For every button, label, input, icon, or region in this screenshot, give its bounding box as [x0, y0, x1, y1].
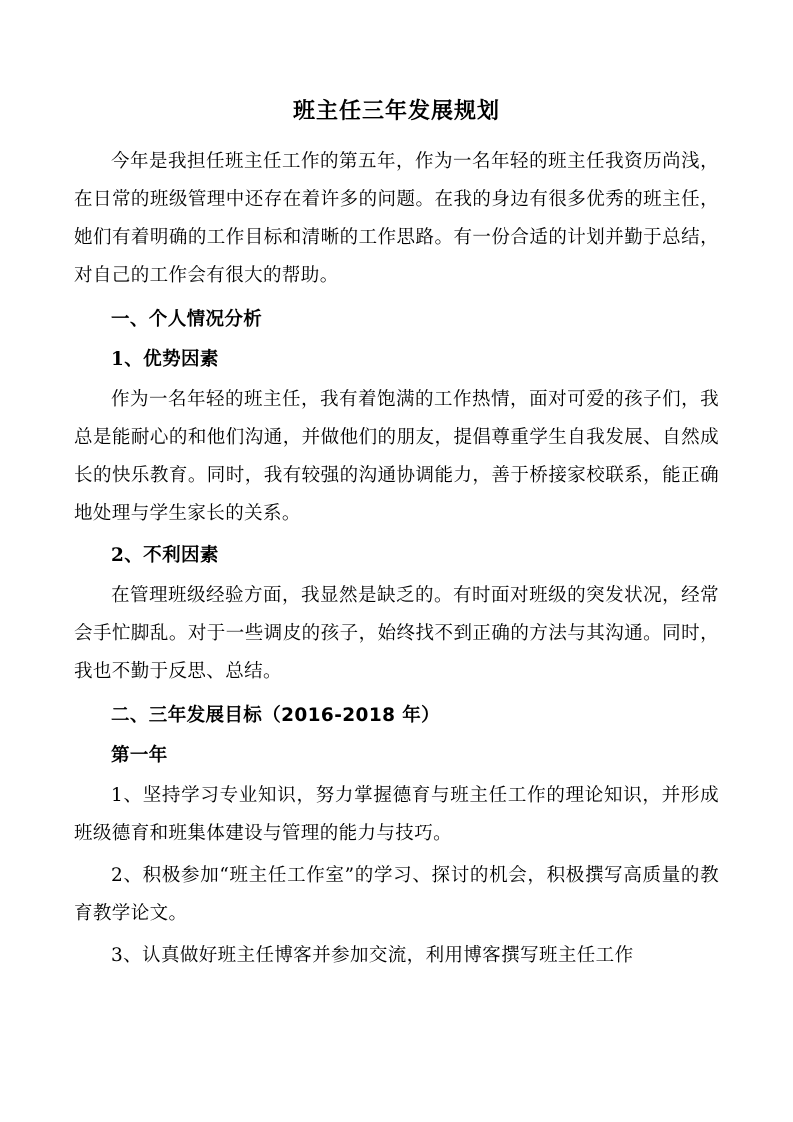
paragraph-strengths: 作为一名年轻的班主任，我有着饱满的工作热情，面对可爱的孩子们，我总是能耐心的和他们沟通，并做他们的朋友，提倡尊重学生自我发展、自然成长的快乐教育。同时，我有较强的沟通协调能力，善于桥接家校联系，能正确地处理与学生家长的关系。	[74, 389, 719, 524]
paragraph-goal-1: 1、坚持学习专业知识，努力掌握德育与班主任工作的理论知识，并形成班级德育和班集体建设与管理的能力与技巧。	[74, 785, 719, 844]
subsection-heading-1-2: 2、不利因素	[111, 545, 219, 566]
document-body	[74, 143, 719, 975]
section-heading-2: 二、三年发展目标（2016-2018 年）	[111, 705, 440, 726]
subsection-heading-year-one: 第一年	[111, 745, 168, 766]
paragraph-goal-3: 3、认真做好班主任博客并参加交流，利用博客撰写班主任工作	[111, 945, 634, 966]
subsection-heading-1-1: 1、优势因素	[111, 349, 219, 370]
paragraph-goal-2: 2、积极参加“班主任工作室”的学习、探讨的机会，积极撰写高质量的教育教学论文。	[74, 865, 719, 924]
section-heading-1: 一、个人情况分析	[111, 309, 263, 330]
page-title: 班主任三年发展规划	[292, 99, 500, 124]
paragraph-intro: 今年是我担任班主任工作的第五年，作为一名年轻的班主任我资历尚浅，在日常的班级管理中还存在着许多的问题。在我的身边有很多优秀的班主任，她们有着明确的工作目标和清晰的工作思路。有一份合适的计划并勤于总结，对自己的工作会有很大的帮助。	[74, 151, 719, 286]
paragraph-weaknesses: 在管理班级经验方面，我显然是缺乏的。有时面对班级的突发状况，经常会手忙脚乱。对于一些调皮的孩子，始终找不到正确的方法与其沟通。同时，我也不勤于反思、总结。	[74, 585, 719, 682]
